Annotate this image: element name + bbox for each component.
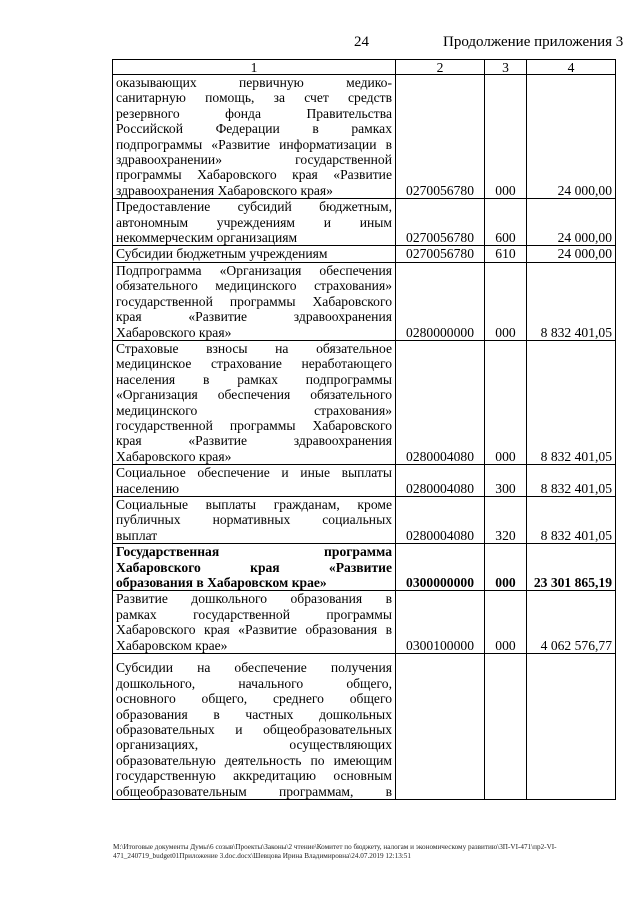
row-sum-cell: 8 832 401,05 [527,496,616,543]
row-name-line: Страховые взносы на обязательное [116,340,392,356]
row-name-cell [113,544,396,591]
row-csr-cell: 0300100000 [396,591,485,654]
row-sum-cell: 8 832 401,05 [527,340,616,464]
row-name-line: организациях, осуществляющих [116,737,392,753]
table-body [113,75,616,800]
row-sum-cell: 8 832 401,05 [527,262,616,340]
row-csr-cell: 0270056780 [396,75,485,199]
row-name-line: Субсидии бюджетным учреждениям [116,246,328,262]
row-vr-cell: 600 [485,199,527,246]
table-row [113,591,616,654]
table-row [113,199,616,246]
row-vr-cell: 000 [485,262,527,340]
row-name-line: здравоохранении» государственной [116,152,392,168]
row-vr-cell: 610 [485,246,527,262]
page-number: 24 [354,34,369,50]
row-name-line: образования в частных дошкольных [116,706,392,722]
table-row [113,262,616,340]
row-sum-cell: 8 832 401,05 [527,465,616,497]
row-name-line: образовательных и общеобразовательных [116,722,392,737]
row-vr-cell: 000 [485,75,527,199]
column-header: 4 [527,60,616,75]
row-csr-cell [396,654,485,800]
table-row [113,544,616,591]
row-name-line: образования в Хабаровском крае» [116,575,327,590]
row-name-line: программы Хабаровского края «Развитие [116,167,392,183]
row-name-cell [113,199,396,246]
row-name-line: Российской Федерации в рамках [116,121,392,137]
continuation-title: Продолжение приложения 3 [443,34,624,50]
row-name-cell [113,75,396,199]
row-name-line: государственной программы Хабаровского [116,293,392,309]
table-row [113,246,616,262]
file-path-footer: M:\Итоговые документы Думы\6 созыв\Проекты\Законы\2 чтение\Комитет по бюджету, налогам и экономическому развитию\3П-VI-471\пр2-VI-471_240719_budget01Приложение 3.doc.docx\Шевцова Ирина Владимировна\24.07.2019 12:13:51 [113,843,557,860]
row-name-line: края «Развитие здравоохранения [116,309,392,325]
row-name-line: общеобразовательным программам, в [116,783,392,799]
row-name-line: оказывающих первичную медико- [116,75,392,90]
row-vr-cell: 320 [485,496,527,543]
column-header: 1 [113,60,396,75]
column-header: 2 [396,60,485,75]
row-name-line: Социальное обеспечение и иные выплаты [116,465,392,481]
row-name-line: Хабаровского края» [116,448,232,464]
row-name-line: Государственная программа [116,544,392,560]
row-name-cell [113,465,396,497]
row-name-line: выплат [116,527,158,543]
row-name-line: резервного фонда Правительства [116,105,392,121]
row-csr-cell: 0280004080 [396,496,485,543]
row-name-line: автономным учреждениям и иным [116,214,392,230]
row-name-line: дошкольного, начального общего, [116,675,392,691]
row-sum-cell: 4 062 576,77 [527,591,616,654]
row-name-line: санитарную помощь, за счет средств [116,90,392,106]
row-name-line: здравоохранения Хабаровского края» [116,182,333,198]
row-name-line: населению [116,480,180,496]
table-row [113,654,616,800]
row-sum-cell: 23 301 865,19 [527,544,616,591]
row-name-line: Хабаровского края «Развитие образования в [116,622,392,638]
row-name-line: рамках государственной программы [116,606,392,622]
table-row [113,496,616,543]
row-name-cell [113,496,396,543]
row-vr-cell: 000 [485,544,527,591]
row-name-line: края «Развитие здравоохранения [116,433,392,449]
row-name-line: обязательного медицинского страхования» [116,278,392,294]
row-name-cell [113,246,396,262]
row-name-line: Предоставление субсидий бюджетным, [116,199,392,215]
row-vr-cell: 000 [485,340,527,464]
row-sum-cell [527,654,616,800]
row-csr-cell: 0270056780 [396,199,485,246]
row-name-line: образовательную деятельность по имеющим [116,752,392,768]
row-name-line: населения в рамках подпрограммы [116,371,392,387]
row-csr-cell: 0270056780 [396,246,485,262]
row-csr-cell: 0300000000 [396,544,485,591]
row-name-line: Хабаровского края» [116,324,232,340]
row-name-line: государственную аккредитацию основным [116,768,392,784]
row-sum-cell: 24 000,00 [527,75,616,199]
row-name-line: Подпрограмма «Организация обеспечения [116,262,392,278]
table-row [113,75,616,199]
row-name-line: Социальные выплаты гражданам, кроме [116,496,392,512]
row-name-cell [113,340,396,464]
row-name-line: некоммерческим организациям [116,230,298,246]
row-name-line: медицинского страхования» [116,402,392,418]
table-row [113,465,616,497]
row-vr-cell: 300 [485,465,527,497]
column-header: 3 [485,60,527,75]
row-name-line: медицинское страхование неработающего [116,356,392,372]
row-name-line: подпрограммы «Развитие информатизации в [116,136,392,152]
row-name-cell [113,591,396,654]
row-name-line: Развитие дошкольного образования в [116,591,392,607]
row-name-line: «Организация обеспечения обязательного [116,387,392,403]
row-csr-cell: 0280004080 [396,340,485,464]
row-vr-cell [485,654,527,800]
column-header-row [113,60,616,75]
row-name-line: Хабаровского края «Развитие [116,559,392,575]
row-csr-cell: 0280000000 [396,262,485,340]
row-csr-cell: 0280004080 [396,465,485,497]
row-sum-cell: 24 000,00 [527,246,616,262]
row-name-cell [113,262,396,340]
row-vr-cell: 000 [485,591,527,654]
row-name-line: Субсидии на обеспечение получения [116,660,392,676]
row-sum-cell: 24 000,00 [527,199,616,246]
budget-table [112,59,616,800]
row-name-cell [113,654,396,800]
table-row [113,340,616,464]
row-name-line: основного общего, среднего общего [116,691,392,707]
row-name-line: Хабаровском крае» [116,637,228,653]
row-name-line: публичных нормативных социальных [116,512,392,528]
row-name-line: государственной программы Хабаровского [116,417,392,433]
